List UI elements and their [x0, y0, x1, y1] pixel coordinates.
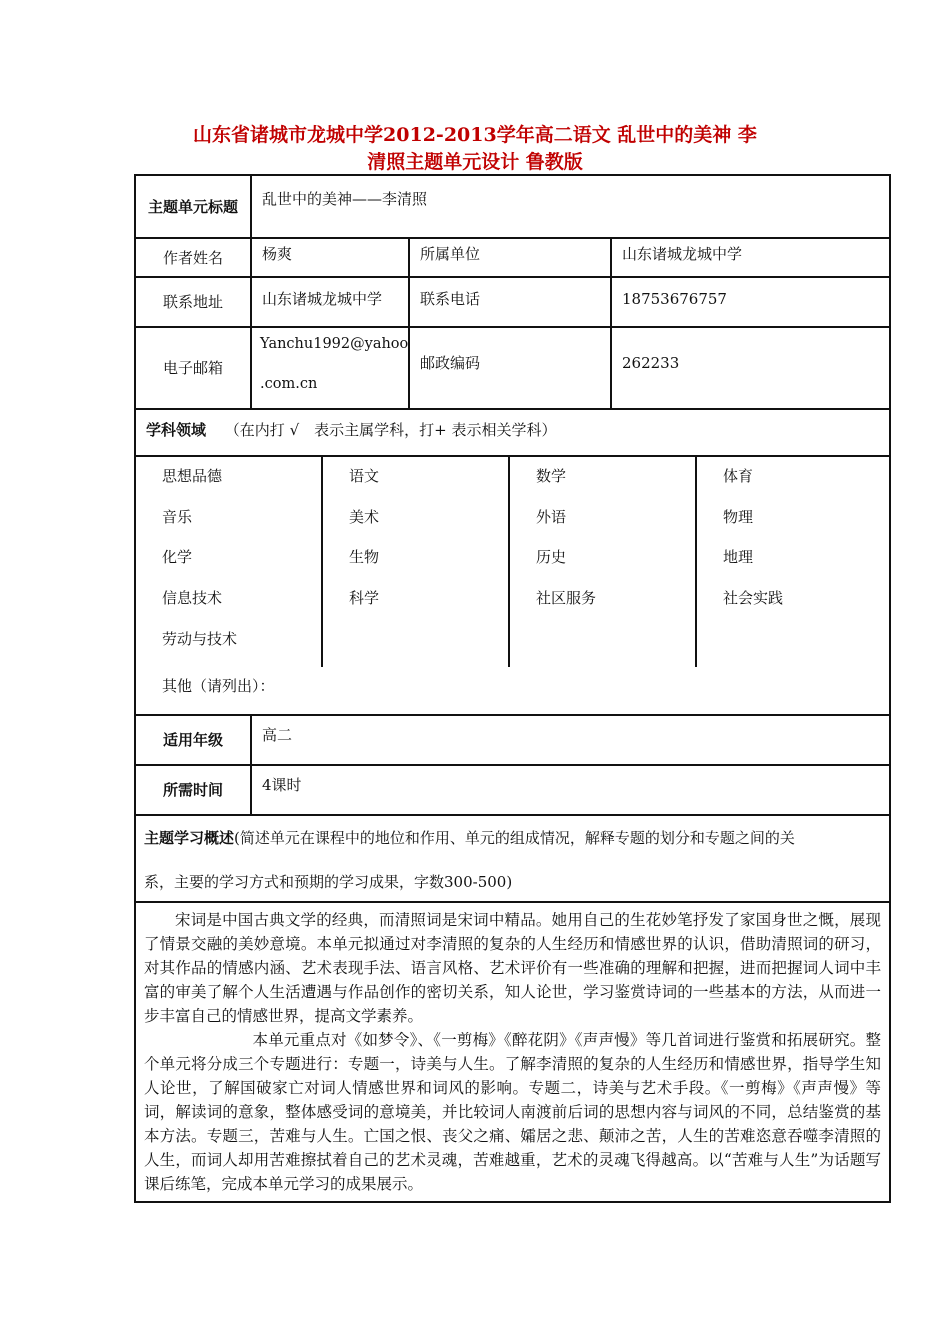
overview-label: 主题学习概述 [144, 829, 235, 847]
subject-social-practice: 社会实践 [723, 589, 784, 607]
zip-value: 262233 [610, 328, 889, 408]
overview-body [136, 903, 889, 1201]
email-value [250, 328, 408, 408]
overview-hint-line-2: 系，主要的学习方式和预期的学习成果，字数300-500) [144, 873, 513, 891]
design-form [134, 174, 891, 1203]
author-value: 杨爽 [250, 239, 408, 276]
subject-art: 美术 [349, 508, 380, 526]
grade-value: 高二 [250, 716, 889, 764]
zip-label: 邮政编码 [408, 328, 610, 408]
phone-value: 18753676757 [610, 278, 889, 326]
org-label: 所属单位 [408, 239, 610, 276]
email-line-1: Yanchu1992@yahoo [260, 336, 409, 352]
subject-chinese: 语文 [349, 467, 380, 485]
document-title [130, 122, 820, 176]
subject-science: 科学 [349, 589, 380, 607]
row-email [136, 328, 889, 410]
row-address [136, 278, 889, 328]
time-label: 所需时间 [162, 781, 223, 799]
subject-physics: 物理 [723, 508, 754, 526]
subject-other-label: 其他（请列出）： [162, 677, 275, 695]
address-label: 联系地址 [162, 293, 223, 311]
subject-foreign-language: 外语 [536, 508, 567, 526]
subject-hint: （在内打 √ 表示主属学科，打+ 表示相关学科） [224, 421, 557, 439]
email-label: 电子邮箱 [162, 359, 223, 377]
author-label: 作者姓名 [162, 248, 223, 267]
subject-biology: 生物 [349, 548, 380, 566]
time-value: 4课时 [250, 766, 889, 814]
unit-title-value: 乱世中的美神——李清照 [250, 176, 889, 237]
grade-label: 适用年级 [162, 731, 223, 749]
subject-music: 音乐 [162, 508, 193, 526]
subject-labor: 劳动与技术 [162, 630, 238, 648]
row-overview-header [136, 816, 889, 903]
email-line-2: .com.cn [260, 376, 318, 392]
row-subject-header [136, 410, 889, 457]
overview-paragraph-1: 宋词是中国古典文学的经典，而清照词是宋词中精品。她用自己的生花妙笔抒发了家国身世之慨，展现了情景交融的美妙意境。本单元拟通过对李清照的复杂的人生经历和情感世界的认识，借助清照词的研习，对其作品的情感内涵、艺术表现手法、语言风格、艺术评价有一些准确的理解和把握，进而把握词人词中丰富的审美了解个人生活遭遇与作品创作的密切关系，知人论世，学习鉴赏诗词的一些基本的方法，从而进一步丰富自己的情感世界，提高文学素养。 [144, 911, 881, 1025]
subject-geography: 地理 [723, 548, 754, 566]
overview-hint-line-1: (简述单元在课程中的地位和作用、单元的组成情况，解释专题的划分和专题之间的关 [234, 829, 795, 847]
subject-history: 历史 [536, 548, 567, 566]
subject-community-service: 社区服务 [536, 589, 597, 607]
overview-header [144, 816, 883, 901]
subject-header [146, 410, 889, 455]
row-unit-title [136, 176, 889, 239]
overview-paragraph-2: 本单元重点对《如梦令》、《一剪梅》《醉花阴》《声声慢》等几首词进行鉴赏和拓展研究。整个单元将分成三个专题进行：专题一，诗美与人生。了解李清照的复杂的人生经历和情感世界，指导学生知人论世，了解国破家亡对词人情感世界和词风的影响。专题二，诗美与艺术手段。《一剪梅》《声声慢》等词，解读词的意象，整体感受词的意境美，并比较词人南渡前后词的思想内容与词风的不同，总结鉴赏的基本方法。专题三，苦难与人生。亡国之恨、丧父之痛、孀居之悲、颠沛之苦，人生的苦难恣意吞噬李清照的人生，而词人却用苦难擦拭着自己的艺术灵魂，苦难越重，艺术的灵魂飞得越高。以“苦难与人生”为话题写课后练笔，完成本单元学习的成果展示。 [144, 1031, 881, 1193]
org-value: 山东诸城龙城中学 [610, 239, 889, 276]
unit-title-label: 主题单元标题 [147, 197, 238, 216]
row-grade [136, 716, 889, 766]
subject-pe: 体育 [723, 467, 754, 485]
row-author [136, 239, 889, 278]
phone-label: 联系电话 [408, 278, 610, 326]
subject-it: 信息技术 [162, 589, 223, 607]
row-time [136, 766, 889, 816]
subject-label: 学科领域 [146, 421, 207, 439]
subject-chemistry: 化学 [162, 548, 193, 566]
title-line-1: 山东省诸城市龙城中学2012-2013学年高二语文 乱世中的美神 李 [193, 124, 757, 146]
row-subjects [136, 457, 889, 716]
subject-politics: 思想品德 [162, 467, 223, 485]
title-line-2: 清照主题单元设计 鲁教版 [367, 151, 583, 173]
address-value: 山东诸城龙城中学 [250, 278, 408, 326]
subject-math: 数学 [536, 467, 567, 485]
